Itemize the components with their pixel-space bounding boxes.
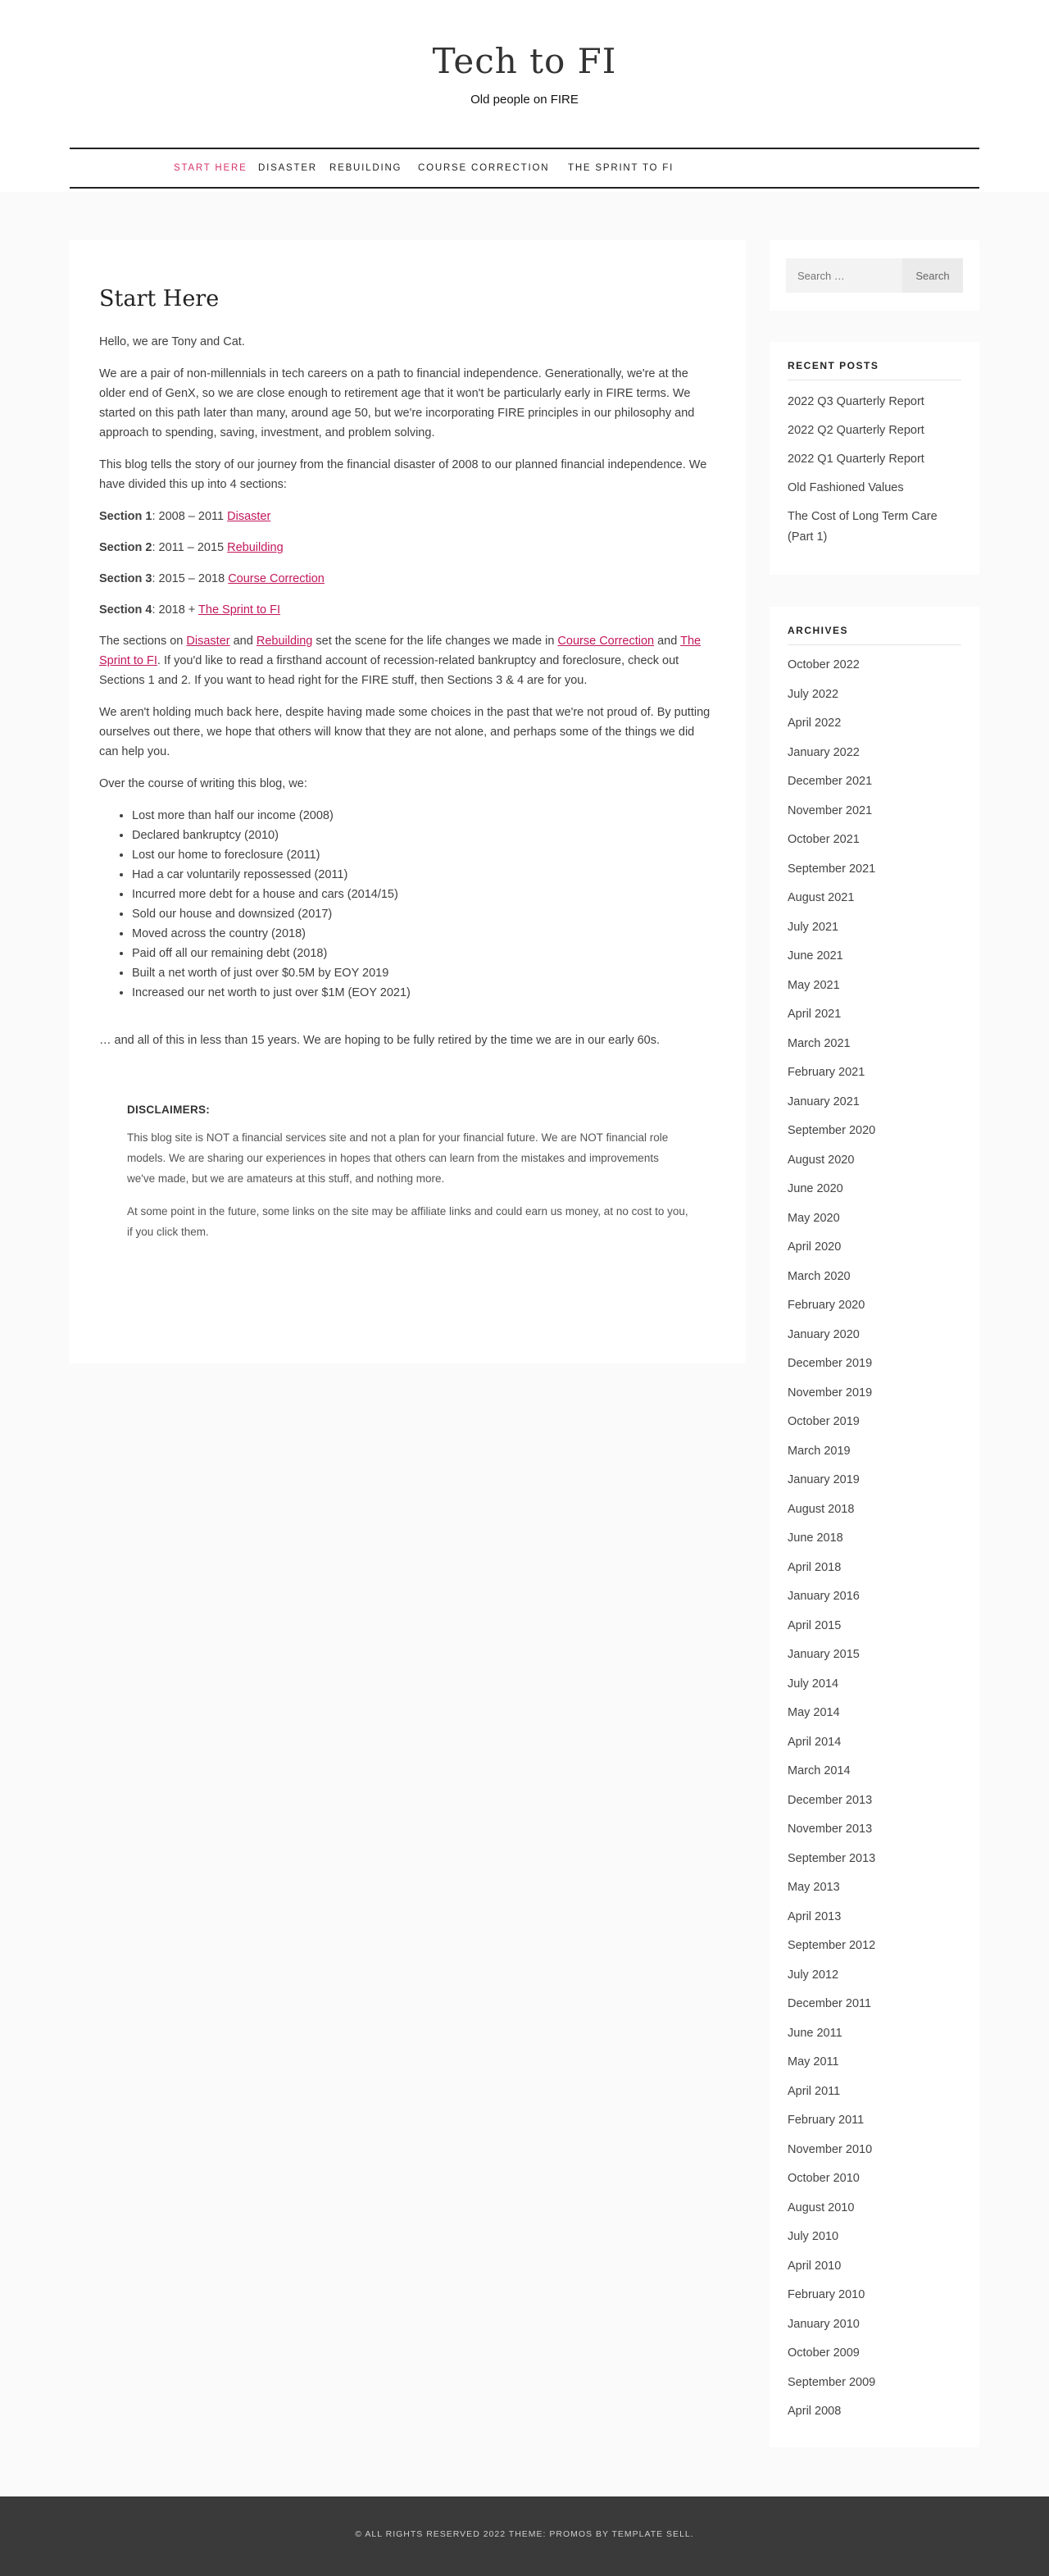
archive-link[interactable]: January 2020 [788,1327,860,1341]
scene-text-part: and [229,635,257,649]
footer-text: © ALL RIGHTS RESERVED 2022 THEME: PROMOS BY TEMPLATE SELL. [355,2529,694,2539]
recent-post-link[interactable]: Old Fashioned Values [788,481,904,494]
archive-item [788,1006,961,1035]
recent-post-link[interactable]: The Cost of Long Term Care (Part 1) [788,510,938,544]
recent-posts-widget [770,342,979,575]
search-button[interactable]: Search [902,258,963,293]
archive-list [788,645,961,2433]
archive-item [788,1355,961,1385]
nav-rebuilding[interactable]: REBUILDING [329,163,402,173]
archive-item [788,803,961,832]
section-1-line [99,507,716,526]
list-item: • Increased our net worth to just over $1M (EOY 2021) [132,983,716,1003]
archive-item [788,1996,961,2025]
archive-item [788,2083,961,2113]
archive-link[interactable]: April 2020 [788,1240,842,1254]
archive-item [788,2200,961,2229]
archive-item [788,2287,961,2316]
archive-link[interactable]: November 2021 [788,803,873,817]
over-course-text: Over the course of writing this blog, we: [99,777,307,791]
page-title: Start Here [99,286,220,312]
archive-link[interactable]: September 2013 [788,1851,876,1865]
archive-item [788,831,961,861]
scene-text-part: and [654,635,681,649]
archive-item [788,1210,961,1240]
section-label: Section 4 [99,603,152,617]
archive-link[interactable]: September 2012 [788,1939,876,1952]
archive-link[interactable]: January 2022 [788,745,860,759]
archive-item [788,2228,961,2258]
archive-item [788,1734,961,1764]
archive-item [788,1588,961,1618]
archive-item [788,1152,961,1181]
nav-sprint-to-fi[interactable]: THE SPRINT TO FI [568,163,674,173]
main-nav [70,148,979,189]
archive-item [788,977,961,1007]
archive-item [788,1850,961,1880]
site-footer [0,2496,1049,2576]
archive-item [788,1035,961,1065]
archive-link[interactable]: June 2011 [788,2026,842,2040]
section-years: : 2008 – 2011 [152,510,228,524]
archive-link[interactable]: February 2020 [788,1299,865,1312]
archive-item [788,919,961,949]
archive-item [788,1704,961,1734]
archive-item [788,2112,961,2141]
archive-link[interactable]: January 2019 [788,1473,860,1486]
scene-text-part: set the scene for the life changes we made in [312,635,558,649]
search-widget [770,240,979,311]
archive-item [788,1443,961,1472]
section-years: : 2015 – 2018 [152,572,229,586]
archive-item [788,948,961,977]
archive-item [788,861,961,890]
disclaimer-text: This blog site is NOT a financial services site and not a plan for your financial future. We are NOT financial role models. We are sharing our experiences in hopes that others can learn from the mistakes and improvements we've made, but we are amateurs at this stuff, and nothing more. [127,1131,669,1186]
section-2-line [99,538,716,558]
archive-link[interactable]: April 2011 [788,2084,841,2098]
archive-link[interactable]: February 2010 [788,2288,865,2301]
archive-item [788,686,961,716]
archive-item [788,2054,961,2083]
recent-post-item [788,507,961,548]
archives-widget [770,607,979,2447]
list-item: • Built a net worth of just over $0.5M by EOY 2019 [132,963,716,983]
archive-link[interactable]: January 2010 [788,2317,860,2331]
archive-link[interactable]: January 2015 [788,1648,860,1661]
archive-link[interactable]: April 2022 [788,717,842,730]
archive-link[interactable]: August 2020 [788,1153,855,1167]
list-item: • Paid off all our remaining debt (2018) [132,944,716,963]
archive-item [788,1763,961,1792]
archive-link[interactable]: August 2018 [788,1502,855,1516]
page-content [70,240,746,1363]
archive-link[interactable]: July 2014 [788,1677,839,1691]
archive-item [788,773,961,803]
section-label: Section 2 [99,541,152,555]
archive-link[interactable]: October 2010 [788,2172,860,2185]
archive-item [788,1967,961,1996]
archive-link[interactable]: February 2021 [788,1066,865,1079]
archive-link[interactable]: November 2019 [788,1386,873,1400]
achievement-list [99,806,716,1003]
archive-link[interactable]: May 2013 [788,1881,840,1894]
section-label: Section 3 [99,572,152,586]
archive-item [788,1122,961,1152]
archive-link[interactable]: April 2015 [788,1618,842,1632]
archive-link[interactable]: April 2014 [788,1735,842,1749]
archive-link[interactable]: August 2010 [788,2201,855,2214]
recent-post-item [788,449,961,470]
archive-item [788,1821,961,1850]
archive-link[interactable]: July 2021 [788,920,839,934]
archive-link[interactable]: July 2010 [788,2230,839,2243]
archive-item [788,2170,961,2200]
section-label: Section 1 [99,510,152,524]
scene-text-part: The sections on [99,635,187,649]
archive-item [788,1646,961,1676]
closing-text: … and all of this in less than 15 years. We are hoping to be fully retired by the time we are in our early 60s. [99,1034,661,1048]
archive-item [788,657,961,686]
archive-item [788,1268,961,1298]
archive-link[interactable]: April 2010 [788,2259,842,2273]
list-item: • Had a car voluntarily repossessed (2011) [132,865,716,885]
recent-post-link[interactable]: 2022 Q1 Quarterly Report [788,453,924,466]
archive-item [788,715,961,744]
list-item: • Sold our house and downsized (2017) [132,904,716,924]
archive-link[interactable]: February 2011 [788,2114,865,2127]
recent-posts-list [788,380,961,548]
archive-link[interactable]: October 2009 [788,2346,860,2360]
archive-item [788,1879,961,1909]
recent-post-link[interactable]: 2022 Q3 Quarterly Report [788,395,924,408]
nav-course-correction[interactable]: COURSE CORRECTION [418,163,550,173]
archive-link[interactable]: May 2021 [788,978,840,992]
archive-item [788,1501,961,1531]
archive-link[interactable]: December 2019 [788,1357,873,1370]
archive-link[interactable]: October 2019 [788,1415,860,1428]
archive-item [788,1618,961,1647]
archive-item [788,1909,961,1938]
section-3-link[interactable]: Course Correction [228,572,325,586]
recent-post-link[interactable]: 2022 Q2 Quarterly Report [788,424,924,437]
archive-item [788,1297,961,1327]
archive-item [788,1094,961,1123]
list-item: • Incurred more debt for a house and cars (2014/15) [132,885,716,904]
archive-item [788,1937,961,1967]
archive-link[interactable]: August 2021 [788,891,855,904]
archive-link[interactable]: January 2016 [788,1590,860,1603]
scene-disaster-link[interactable]: Disaster [186,635,230,649]
archive-link[interactable]: January 2021 [788,1095,860,1108]
archive-link[interactable]: April 2018 [788,1560,842,1574]
archive-item [788,1385,961,1414]
section-4-line [99,600,716,620]
archive-link[interactable]: September 2020 [788,1124,876,1137]
archive-link[interactable]: April 2013 [788,1909,842,1923]
archive-link[interactable]: June 2018 [788,1531,843,1545]
recent-post-item [788,421,961,441]
section-1-link[interactable]: Disaster [227,510,271,524]
archive-item [788,890,961,919]
intro-text: Hello, we are Tony and Cat. [99,335,245,349]
archive-item [788,2316,961,2346]
archive-link[interactable]: July 2022 [788,687,839,701]
scene-course-correction-link[interactable]: Course Correction [557,635,655,649]
archive-item [788,1181,961,1210]
archive-item [788,1559,961,1589]
search-input[interactable] [786,258,902,293]
nav-start-here[interactable]: START HERE [174,163,247,173]
archive-item [788,1239,961,1268]
scene-sprint-link[interactable]: The Sprint to FI [99,635,702,668]
archive-link[interactable]: March 2021 [788,1036,851,1050]
recent-posts-title: RECENT POSTS [788,342,961,380]
archive-link[interactable]: April 2021 [788,1008,842,1021]
archive-link[interactable]: May 2011 [788,2055,839,2069]
list-item: • Lost more than half our income (2008) [132,806,716,826]
nav-disaster[interactable]: DISASTER [258,163,317,173]
about-text: We are a pair of non-millennials in tech careers on a path to financial independence. Generationally, we're at the older end of GenX, so we are close enough to retirement age that it won't be particularly early in FIRE terms. We started on this path later than many, around age 50, but we're incorporating FIRE principles in our philosophy and approach to spending, saving, investment, and problem solving. [99,367,695,440]
archive-link[interactable]: March 2014 [788,1764,851,1777]
archive-link[interactable]: September 2009 [788,2375,876,2389]
archive-item [788,1064,961,1094]
archive-link[interactable]: September 2021 [788,862,876,876]
archive-item [788,2345,961,2374]
archive-item [788,2403,961,2433]
archives-title: ARCHIVES [788,607,961,645]
section-2-link[interactable]: Rebuilding [227,541,284,555]
section-years: : 2011 – 2015 [152,541,228,555]
archive-item [788,1676,961,1705]
archive-item [788,1792,961,1822]
archive-link[interactable]: June 2021 [788,949,843,963]
archive-item [788,1327,961,1356]
archive-link[interactable]: October 2022 [788,658,860,671]
archive-item [788,2258,961,2287]
archive-item [788,1413,961,1443]
disclaimer-heading: DISCLAIMERS: [127,1104,211,1117]
archive-item [788,1472,961,1501]
scene-text [99,631,716,690]
scene-text-part: . If you'd like to read a firsthand account of recession-related bankruptcy and foreclosure, check out Sections 1 and 2. If you want to head right for the FIRE stuff, then Sections 3 & 4 are for you. [99,654,679,688]
archive-link[interactable]: December 2013 [788,1793,873,1807]
archive-link[interactable]: November 2010 [788,2142,873,2156]
archive-item [788,2141,961,2171]
section-years: : 2018 + [152,603,199,617]
site-header [0,0,1049,192]
list-item: • Lost our home to foreclosure (2011) [132,845,716,865]
site-tagline: Old people on FIRE [470,93,579,107]
archive-item [788,2025,961,2055]
archive-link[interactable]: March 2020 [788,1269,851,1283]
scene-rebuilding-link[interactable]: Rebuilding [256,635,313,649]
archive-item [788,2374,961,2404]
archive-link[interactable]: November 2013 [788,1823,873,1836]
section-4-link[interactable]: The Sprint to FI [198,603,280,617]
archive-link[interactable]: December 2021 [788,775,873,788]
archive-link[interactable]: March 2019 [788,1444,851,1458]
archive-link[interactable]: May 2014 [788,1706,840,1719]
disclaimer-block [99,1063,716,1242]
archive-link[interactable]: May 2020 [788,1211,840,1225]
archive-link[interactable]: December 2011 [788,1997,872,2010]
affiliate-text: At some point in the future, some links on the site may be affiliate links and could earn us money, at no cost to you, if you click them. [127,1205,688,1239]
story-text: This blog tells the story of our journey from the financial disaster of 2008 to our planned financial independence. We have divided this up into 4 sections: [99,458,707,492]
recent-post-item [788,392,961,412]
recent-post-item [788,478,961,498]
archive-item [788,1530,961,1559]
list-item: • Declared bankruptcy (2010) [132,826,716,845]
honesty-text: We aren't holding much back here, despite having made some choices in the past that we're not proud of. By putting ourselves out there, we hope that others will know that they are not alone, and perhaps some of the things we did can help you. [99,706,711,759]
section-3-line [99,569,716,589]
list-item: • Moved across the country (2018) [132,924,716,944]
archive-link[interactable]: July 2012 [788,1968,839,1982]
site-title[interactable]: Tech to FI [432,41,617,81]
archive-link[interactable]: April 2008 [788,2405,842,2418]
archive-link[interactable]: June 2020 [788,1182,843,1195]
archive-item [788,744,961,774]
archive-link[interactable]: October 2021 [788,833,860,846]
